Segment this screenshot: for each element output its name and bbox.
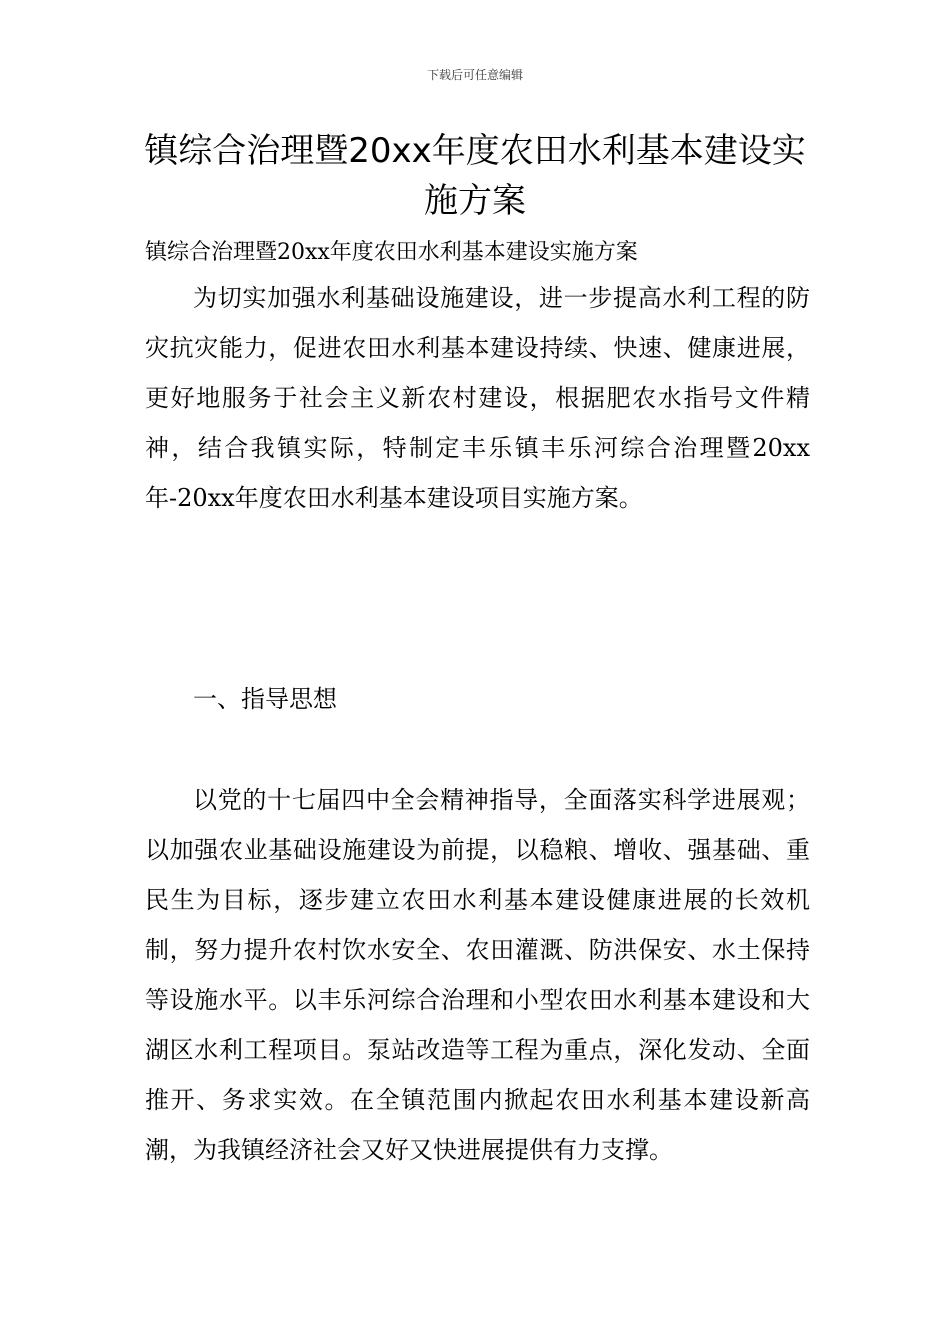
document-subtitle: 镇综合治理暨20xx年度农田水利基本建设实施方案 <box>145 240 638 265</box>
section-heading-guiding-ideology: 一、指导思想 <box>193 685 337 713</box>
header-note: 下载后可任意编辑 <box>426 68 523 82</box>
section-paragraph-guiding-ideology: 以党的十七届四中全会精神指导，全面落实科学进展观；以加强农业基础设施建设为前提，以稳粮、增收、强基础、重民生为目标，逐步建立农田水利基本建设健康进展的长效机制，努力提升农村饮水安全、农田灌溉、防洪保安、水土保持等设施水平。以丰乐河综合治理和小型农田水利基本建设和大湖区水利工程项目。泵站改造等工程为重点，深化发动、全面推开、务求实效。在全镇范围内掀起农田水利基本建设新高潮，为我镇经济社会又好又快进展提供有力支撑。 <box>145 786 810 1164</box>
document-title: 镇综合治理暨20xx年度农田水利基本建设实施方案 <box>144 131 806 221</box>
intro-paragraph: 为切实加强水利基础设施建设，进一步提高水利工程的防灾抗灾能力，促进农田水利基本建设持续、快速、健康进展，更好地服务于社会主义新农村建设，根据肥农水指号文件精神，结合我镇实际，特制定丰乐镇丰乐河综合治理暨20xx年-20xx年度农田水利基本建设项目实施方案。 <box>145 284 810 512</box>
